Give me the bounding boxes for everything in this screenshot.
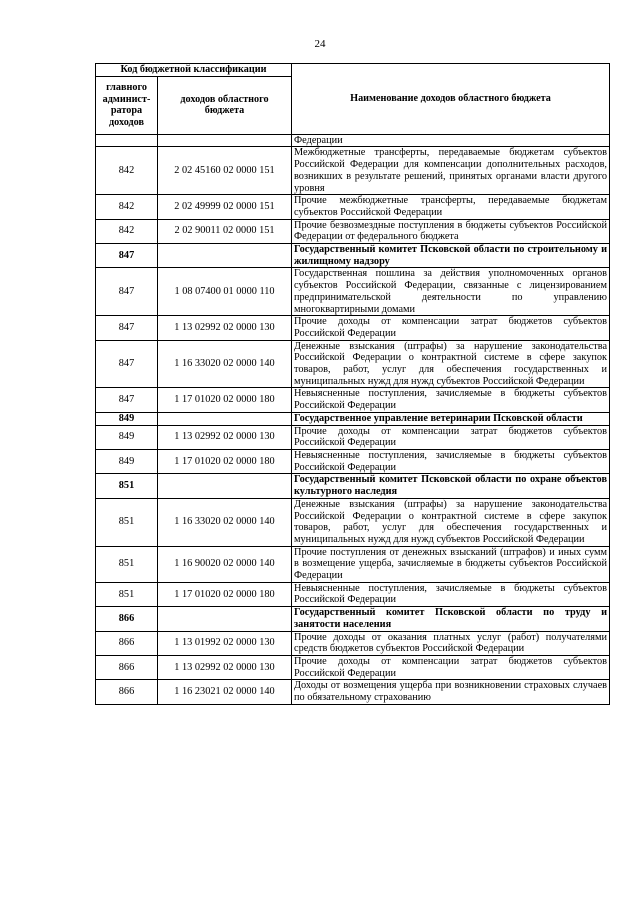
income-name-cell: Прочие поступления от денежных взысканий (штрафов) и иных сумм в возмещение ущерба, зачисляемые в бюджеты субъектов Российской Федерации — [292, 546, 610, 582]
admin-code-cell: 842 — [96, 195, 158, 219]
admin-code-cell: 866 — [96, 631, 158, 655]
section-header-row — [96, 244, 610, 268]
table-row — [96, 631, 610, 655]
table-row — [96, 680, 610, 704]
income-code-cell — [158, 134, 292, 147]
admin-code-cell — [96, 134, 158, 147]
header-name-column: Наименование доходов областного бюджета — [292, 64, 610, 135]
income-name-cell: Государственный комитет Псковской области по строительному и жилищному надзору — [292, 244, 610, 268]
table-row — [96, 655, 610, 679]
income-code-cell — [158, 607, 292, 631]
admin-code-cell: 849 — [96, 412, 158, 425]
income-name-cell: Государственный комитет Псковской области по труду и занятости населения — [292, 607, 610, 631]
income-name-cell: Доходы от возмещения ущерба при возникновении страховых случаев по обязательному страхованию — [292, 680, 610, 704]
admin-code-cell: 866 — [96, 680, 158, 704]
income-code-cell: 1 13 02992 02 0000 130 — [158, 655, 292, 679]
admin-code-cell: 842 — [96, 219, 158, 243]
income-code-cell: 1 16 90020 02 0000 140 — [158, 546, 292, 582]
section-header-row — [96, 607, 610, 631]
income-code-cell — [158, 244, 292, 268]
income-name-cell: Прочие доходы от компенсации затрат бюджетов субъектов Российской Федерации — [292, 655, 610, 679]
income-code-cell: 1 13 02992 02 0000 130 — [158, 316, 292, 340]
budget-classification-table — [95, 63, 610, 705]
table-row — [96, 498, 610, 546]
admin-code-cell: 847 — [96, 388, 158, 412]
header-admin-column: главного админист-ратора доходов — [96, 76, 158, 134]
income-name-cell: Государственный комитет Псковской области по охране объектов культурного наследия — [292, 474, 610, 498]
table-row — [96, 425, 610, 449]
admin-code-cell: 851 — [96, 546, 158, 582]
income-name-cell: Денежные взыскания (штрафы) за нарушение законодательства Российской Федерации о контрактной системе в сфере закупок товаров, работ, услуг для обеспечения государственных и муниципальных нужд для нужд субъектов Российской Федерации — [292, 340, 610, 388]
income-code-cell: 1 17 01020 02 0000 180 — [158, 582, 292, 606]
income-code-cell: 2 02 90011 02 0000 151 — [158, 219, 292, 243]
admin-code-cell: 851 — [96, 498, 158, 546]
header-row-group — [96, 64, 610, 77]
admin-code-cell: 849 — [96, 425, 158, 449]
income-name-cell: Невыясненные поступления, зачисляемые в бюджеты субъектов Российской Федерации — [292, 388, 610, 412]
header-budget-classification: Код бюджетной классификации — [96, 64, 292, 77]
section-header-row — [96, 412, 610, 425]
income-code-cell: 2 02 45160 02 0000 151 — [158, 147, 292, 195]
admin-code-cell: 849 — [96, 449, 158, 473]
income-code-cell: 1 17 01020 02 0000 180 — [158, 449, 292, 473]
income-name-cell: Прочие безвозмездные поступления в бюджеты субъектов Российской Федерации от федерального бюджета — [292, 219, 610, 243]
section-header-row — [96, 474, 610, 498]
income-code-cell: 1 16 33020 02 0000 140 — [158, 498, 292, 546]
table-row — [96, 546, 610, 582]
income-code-cell: 1 13 02992 02 0000 130 — [158, 425, 292, 449]
table-row — [96, 134, 610, 147]
page-number: 24 — [314, 38, 326, 50]
admin-code-cell: 851 — [96, 582, 158, 606]
income-code-cell: 1 17 01020 02 0000 180 — [158, 388, 292, 412]
income-code-cell — [158, 474, 292, 498]
income-name-cell: Невыясненные поступления, зачисляемые в бюджеты субъектов Российской Федерации — [292, 582, 610, 606]
income-name-cell: Прочие доходы от компенсации затрат бюджетов субъектов Российской Федерации — [292, 425, 610, 449]
income-code-cell — [158, 412, 292, 425]
header-code-column: доходов областного бюджета — [158, 76, 292, 134]
admin-code-cell: 851 — [96, 474, 158, 498]
income-name-cell: Государственное управление ветеринарии Псковской области — [292, 412, 610, 425]
income-code-cell: 1 16 33020 02 0000 140 — [158, 340, 292, 388]
table-row — [96, 316, 610, 340]
table-row — [96, 340, 610, 388]
income-name-cell: Прочие межбюджетные трансферты, передаваемые бюджетам субъектов Российской Федерации — [292, 195, 610, 219]
table-row — [96, 147, 610, 195]
admin-code-cell: 847 — [96, 316, 158, 340]
admin-code-cell: 842 — [96, 147, 158, 195]
income-name-cell: Прочие доходы от оказания платных услуг (работ) получателями средств бюджетов субъектов Российской Федерации — [292, 631, 610, 655]
income-code-cell: 1 13 01992 02 0000 130 — [158, 631, 292, 655]
income-code-cell: 1 08 07400 01 0000 110 — [158, 268, 292, 316]
table-row — [96, 219, 610, 243]
table-row — [96, 388, 610, 412]
income-code-cell: 2 02 49999 02 0000 151 — [158, 195, 292, 219]
income-name-cell: Государственная пошлина за действия уполномоченных органов субъектов Российской Федерации, связанные с лицензированием предпринимательской деятельности по управлению многоквартирными домами — [292, 268, 610, 316]
admin-code-cell: 847 — [96, 244, 158, 268]
admin-code-cell: 847 — [96, 268, 158, 316]
income-name-cell: Прочие доходы от компенсации затрат бюджетов субъектов Российской Федерации — [292, 316, 610, 340]
income-name-cell: Федерации — [292, 134, 610, 147]
admin-code-cell: 866 — [96, 607, 158, 631]
table-row — [96, 268, 610, 316]
table-row — [96, 449, 610, 473]
table-row — [96, 582, 610, 606]
income-code-cell: 1 16 23021 02 0000 140 — [158, 680, 292, 704]
admin-code-cell: 847 — [96, 340, 158, 388]
income-name-cell: Межбюджетные трансферты, передаваемые бюджетам субъектов Российской Федерации для компенсации дополнительных расходов, возникших в результате решений, принятых органами власти другого уровня — [292, 147, 610, 195]
income-name-cell: Денежные взыскания (штрафы) за нарушение законодательства Российской Федерации о контрактной системе в сфере закупок товаров, работ, услуг для обеспечения государственных и муниципальных нужд для нужд субъектов Российской Федерации — [292, 498, 610, 546]
admin-code-cell: 866 — [96, 655, 158, 679]
income-name-cell: Невыясненные поступления, зачисляемые в бюджеты субъектов Российской Федерации — [292, 449, 610, 473]
table-row — [96, 195, 610, 219]
table-body — [96, 64, 610, 705]
